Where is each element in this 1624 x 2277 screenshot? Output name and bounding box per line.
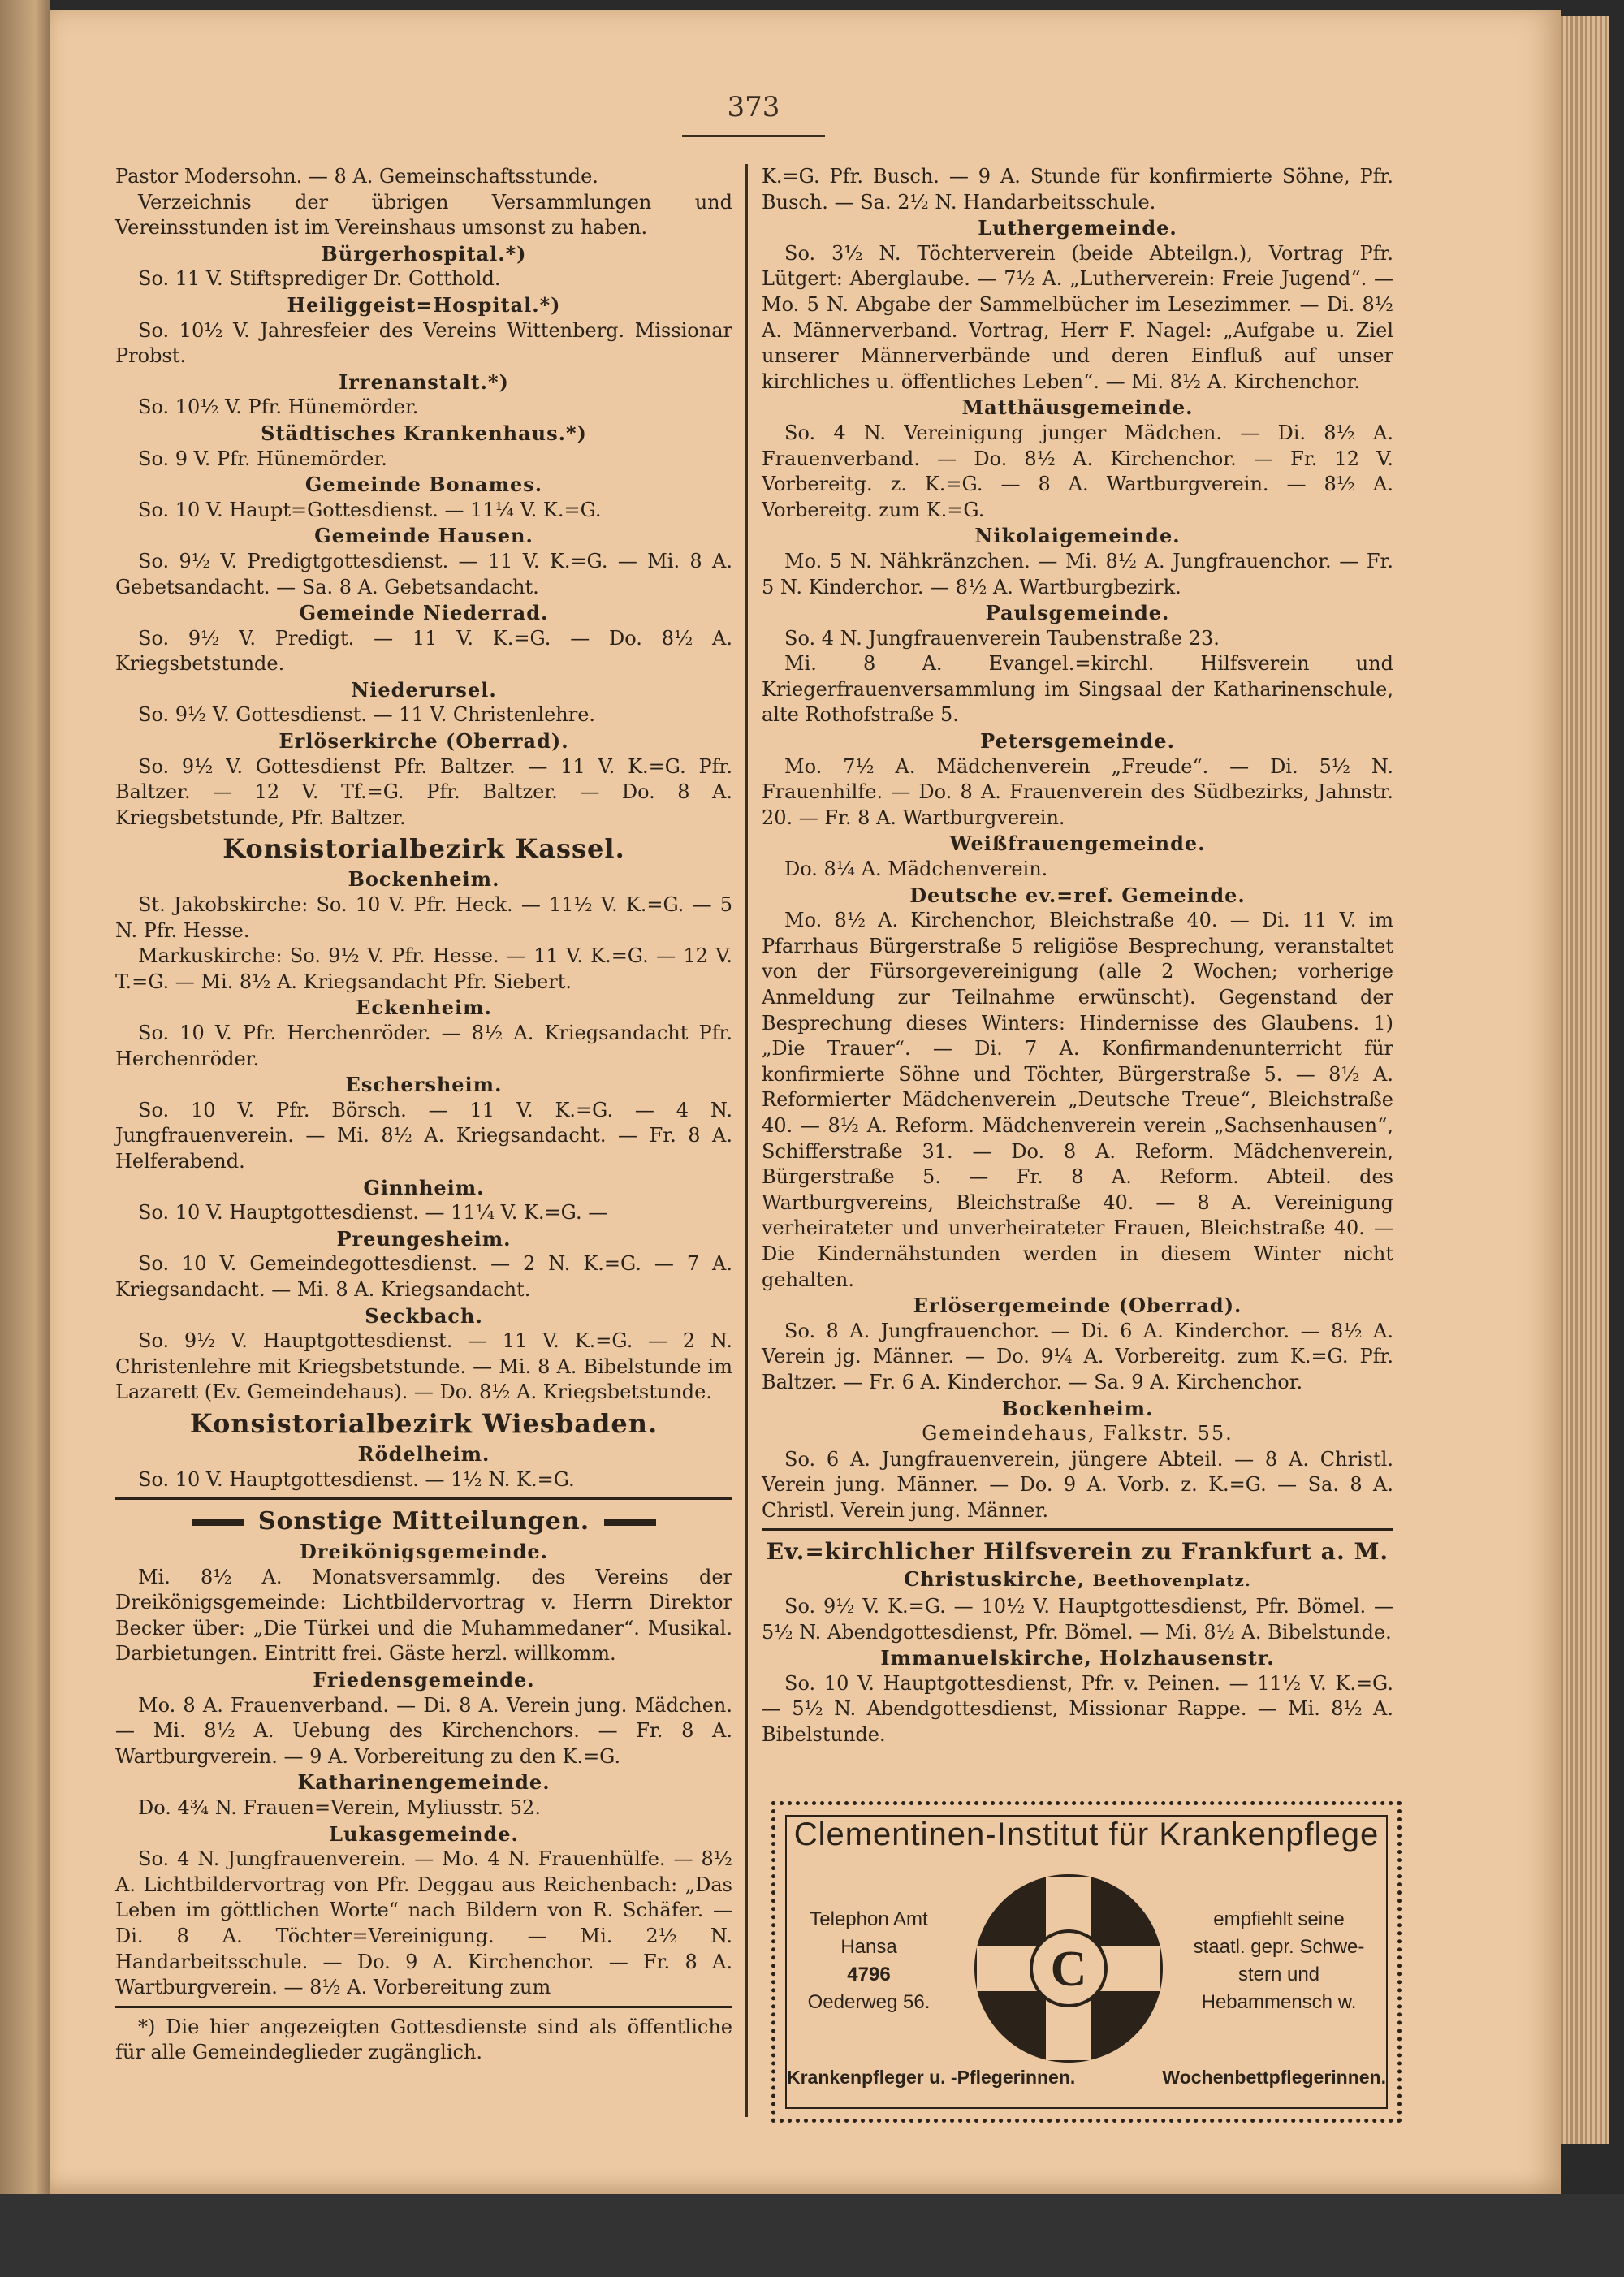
footnote: *) Die hier angezeigten Gottesdienste sind als öffentliche für alle Gemeindeglieder zugänglich. — [115, 2015, 732, 2064]
section-heading: Immanuelskirche, Holzhausenstr. — [880, 1646, 1275, 1670]
paragraph: So. 9½ V. Predigt. — 11 V. K.=G. — Do. 8½ A. Kriegsbetstunde. — [115, 626, 732, 676]
heading-bar — [604, 1519, 656, 1526]
paragraph: So. 6 A. Jungfrauenverein, jüngere Abteil. — 8 A. Christl. Verein jung. Männer. — Do. 9 A. Vorb. z. K.=G. — Sa. 8 A. Christl. Verein jung. Männer. — [762, 1447, 1393, 1522]
section-heading: Petersgemeinde. — [980, 729, 1175, 754]
paragraph: So. 10 V. Haupt=Gottesdienst. — 11¼ V. K.=G. — [138, 498, 602, 521]
section-heading: Seckbach. — [365, 1303, 483, 1328]
section-heading: Bockenheim. — [348, 867, 500, 892]
scan-background — [0, 2194, 1624, 2277]
paragraph: So. 8 A. Jungfrauenchor. — Di. 6 A. Kinderchor. — 8½ A. Verein jg. Männer. — Do. 9¼ A. Vorbereitg. zum K.=G. Pfr. Baltzer. — Fr. 6 A. Kinderchor. — Sa. 9 A. Kirchenchor. — [762, 1319, 1393, 1393]
page-number: 373 — [727, 91, 780, 123]
section-heading: Luthergemeinde. — [978, 216, 1177, 240]
paragraph: So. 9½ V. Gottesdienst Pfr. Baltzer. — 11 V. K.=G. Pfr. Baltzer. — 12 V. Tf.=G. Pfr. Baltzer. — Do. 8 A. Kriegsbetstunde, Pfr. Baltzer. — [115, 754, 732, 829]
announcements-heading — [115, 1506, 732, 1537]
right-column — [762, 164, 1393, 1748]
section-heading: Gemeinde Niederrad. — [299, 601, 549, 625]
paragraph: So. 9½ V. Hauptgottesdienst. — 11 V. K.=G. — 2 N. Christenlehre mit Kriegsbetstunde. — Mi. 8 A. Bibelstunde im Lazarett (Ev. Gemeindehaus). — Do. 8½ A. Kriegsbetstunde. — [115, 1329, 732, 1404]
offer-line: stern und — [1237, 1964, 1320, 1985]
announcements-heading-text: Sonstige Mitteilungen. — [257, 1507, 590, 1536]
logo-letter: C — [1050, 1942, 1087, 1997]
section-heading: Weißfrauengemeinde. — [949, 832, 1206, 856]
cross-logo-icon — [972, 1872, 1165, 2065]
section-heading — [762, 1566, 1393, 1594]
paragraph: So. 10 V. Hauptgottesdienst. — 1½ N. K.=G. — [138, 1467, 575, 1491]
section-heading: Bürgerhospital.*) — [321, 241, 527, 266]
section-heading: Ginnheim. — [363, 1175, 485, 1199]
paragraph: So. 10 V. Pfr. Herchenröder. — 8½ A. Kriegsandacht Pfr. Herchenröder. — [115, 1022, 732, 1070]
footnote-rule — [115, 2006, 732, 2008]
paragraph: So. 9 V. Pfr. Hünemörder. — [138, 447, 387, 470]
section-heading: Städtisches Krankenhaus.*) — [261, 421, 587, 445]
paragraph: So. 10½ V. Jahresfeier des Vereins Wittenberg. Missionar Probst. — [115, 318, 732, 368]
paragraph: Mo. 5 N. Nähkränzchen. — Mi. 8½ A. Jungfrauenchor. — Fr. 5 N. Kinderchor. — 8½ A. Wartburgbezirk. — [762, 549, 1393, 598]
paragraph: So. 9½ V. Predigtgottesdienst. — 11 V. K.=G. — Mi. 8 A. Gebetsandacht. — Sa. 8 A. Gebetsandacht. — [115, 549, 732, 598]
offer-line: Hebammensch w. — [1201, 1991, 1357, 2013]
paragraph: Mo. 8 A. Frauenverband. — Di. 8 A. Verein jung. Mädchen. — Mi. 8½ A. Uebung des Kirchenchors. — Fr. 8 A. Wartburgverein. — 9 A. Vorbereitung zu den K.=G. — [115, 1693, 732, 1768]
paragraph: St. Jakobskirche: So. 10 V. Pfr. Heck. — 11½ V. K.=G. — 5 N. Pfr. Hesse. — [115, 893, 732, 942]
paragraph: So. 4 N. Vereinigung junger Mädchen. — Di. 8½ A. Frauenverband. — Do. 8½ A. Kirchenchor. — Fr. 12 V. Vorbereitg. z. K.=G. — 8 A. Wartburgverein. — 8½ A. Vorbereitg. zum K.=G. — [762, 421, 1393, 521]
section-heading: Rödelheim. — [357, 1441, 490, 1466]
section-heading: Gemeinde Bonames. — [304, 473, 543, 497]
section-heading: Erlösergemeinde (Oberrad). — [913, 1294, 1242, 1318]
column-divider — [745, 164, 748, 2117]
paragraph: So. 4 N. Jungfrauenverein. — Mo. 4 N. Frauenhülfe. — 8½ A. Lichtbildervortrag von Pfr. Deggau aus Reichenbach: „Das Leben im göttlichen Worte“ nach Bildern von R. Schäfer. — Di. 8 A. Töchter=Vereinigung. — Mi. 2½ N. Handarbeitsschule. — Do. 9 A. Kirchenchor. — Fr. 8 A. Wartburgverein. — 8½ A. Vorbereitung zum — [115, 1847, 732, 1999]
section-heading: Eckenheim. — [356, 996, 492, 1020]
section-heading: Gemeinde Hausen. — [314, 524, 533, 548]
paragraph: K.=G. Pfr. Busch. — 9 A. Stunde für konfirmierte Söhne, Pfr. Busch. — Sa. 2½ N. Handarbeitsschule. — [762, 165, 1393, 214]
paragraph: So. 10 V. Gemeindegottesdienst. — 2 N. K.=G. — 7 A. Kriegsandacht. — Mi. 8 A. Kriegsandacht. — [115, 1252, 732, 1301]
advertisement-footer — [775, 2067, 1397, 2089]
section-heading: Lukasgemeinde. — [329, 1821, 519, 1846]
phone-number: 4796 — [847, 1964, 891, 1985]
paragraph: So. 10 V. Hauptgottesdienst, Pfr. v. Peinen. — 11½ V. K.=G. — 5½ N. Abendgottesdienst, Missionar Rappe. — Mi. 8½ A. Bibelstunde. — [762, 1671, 1393, 1747]
page-stack-edge — [1561, 16, 1609, 2144]
paragraph: Do. 4¾ N. Frauen=Verein, Myliusstr. 52. — [138, 1796, 541, 1820]
paragraph: Do. 8¼ A. Mädchenverein. — [784, 858, 1048, 881]
church-address: Beethovenplatz. — [1092, 1571, 1251, 1591]
previous-page-edge — [0, 0, 50, 2277]
footer-left: Krankenpfleger u. -Pflegerinnen. — [787, 2067, 1076, 2088]
section-heading: Heiliggeist=Hospital.*) — [287, 292, 561, 317]
paragraph: So. 3½ N. Töchterverein (beide Abteilgn.), Vortrag Pfr. Lütgert: Aberglaube. — 7½ A. „Lutherverein: Freie Jugend“. — Mo. 5 N. Abgabe der Sammelbücher im Lesezimmer. — Di. 8½ A. Männerverband. Vortrag, Herr F. Nagel: „Aufgabe u. Ziel unserer Männerverbände und deren Einfluß auf unser kirchliches u. öffentliches Leben“. — Mi. 8½ A. Kirchenchor. — [762, 241, 1393, 393]
section-heading: Preungesheim. — [336, 1226, 512, 1251]
section-heading: Erlöserkirche (Oberrad). — [279, 729, 569, 754]
advertisement-offer — [1181, 1906, 1376, 2016]
section-heading: Friedensgemeinde. — [313, 1668, 535, 1692]
paragraph: Mo. 7½ A. Mädchenverein „Freude“. — Di. 5½ N. Frauenhilfe. — Do. 8 A. Frauenverein des Südbezirks, Jahnstr. 20. — Fr. 8 A. Wartburgverein. — [762, 754, 1393, 829]
paragraph: Mi. 8½ A. Monatsversammlg. des Vereins der Dreikönigsgemeinde: Lichtbildervortrag v. Herrn Direktor Becker über: „Die Türkei und die Muhammedaner“. Musikal. Darbietungen. Eintritt frei. Gäste herzl. willkomm. — [115, 1565, 732, 1666]
section-heading: Irrenanstalt.*) — [339, 369, 509, 394]
paragraph: So. 9½ V. K.=G. — 10½ V. Hauptgottesdienst, Pfr. Bömel. — 5½ N. Abendgottesdienst, Pfr. Bömel. — Mi. 8½ A. Bibelstunde. — [762, 1595, 1393, 1644]
district-heading: Konsistorialbezirk Wiesbaden. — [189, 1407, 659, 1439]
section-heading: Nikolaigemeinde. — [974, 524, 1181, 548]
left-column — [115, 164, 732, 2066]
section-heading: Paulsgemeinde. — [985, 601, 1170, 625]
address-line: Oederweg 56. — [807, 1991, 931, 2013]
heading-bar — [192, 1519, 244, 1526]
paragraph: So. 10½ V. Pfr. Hünemörder. — [138, 395, 419, 419]
contact-line: Telephon Amt — [810, 1908, 928, 1930]
paragraph: So. 10 V. Hauptgottesdienst. — 11¼ V. K.=G. — — [138, 1201, 608, 1225]
paragraph: Markuskirche: So. 9½ V. Pfr. Hesse. — 11 V. K.=G. — 12 V. T.=G. — Mi. 8½ A. Kriegsandacht Pfr. Siebert. — [115, 944, 732, 993]
paragraph: So. 4 N. Jungfrauenverein Taubenstraße 23. — [784, 626, 1220, 650]
paragraph: So. 10 V. Pfr. Börsch. — 11 V. K.=G. — 4 N. Jungfrauenverein. — Mi. 8½ A. Kriegsandacht. — Fr. 8 A. Helferabend. — [115, 1098, 732, 1173]
section-heading: Deutsche ev.=ref. Gemeinde. — [909, 883, 1246, 907]
section-heading: Eschersheim. — [345, 1073, 503, 1097]
section-heading: Ev.=kirchlicher Hilfsverein zu Frankfurt a. M. — [766, 1538, 1389, 1566]
paragraph: So. 11 V. Stiftsprediger Dr. Gotthold. — [138, 267, 501, 291]
section-heading: Niederursel. — [351, 677, 497, 702]
section-rule — [762, 1528, 1393, 1531]
contact-line: Hansa — [840, 1936, 897, 1958]
advertisement-contact — [792, 1906, 946, 2016]
paragraph: Mi. 8 A. Evangel.=kirchl. Hilfsverein und Kriegerfrauenversammlung im Singsaal der Katharinenschule, alte Rothofstraße 5. — [762, 652, 1393, 727]
paragraph: Pastor Modersohn. — 8 A. Gemeinschaftsstunde. — [115, 165, 598, 188]
section-heading: Bockenheim. — [1001, 1396, 1154, 1420]
section-heading: Dreikönigsgemeinde. — [299, 1540, 549, 1564]
section-heading: Matthäusgemeinde. — [961, 395, 1194, 420]
district-heading: Konsistorialbezirk Kassel. — [222, 833, 625, 865]
church-name: Christuskirche, — [904, 1567, 1086, 1592]
offer-line: empfiehlt seine — [1213, 1908, 1345, 1930]
advertisement-title: Clementinen-Institut für Krankenpflege — [793, 1817, 1380, 1852]
paragraph: Verzeichnis der übrigen Versammlungen und Vereinsstunden ist im Vereinshaus umsonst zu haben. — [115, 190, 732, 240]
paragraph: So. 9½ V. Gottesdienst. — 11 V. Christenlehre. — [138, 703, 596, 727]
subheading: Gemeindehaus, Falkstr. 55. — [922, 1422, 1233, 1445]
page-number-rule — [682, 135, 825, 137]
footer-right: Wochenbettpflegerinnen. — [1162, 2067, 1386, 2088]
section-rule — [115, 1497, 732, 1500]
offer-line: staatl. gepr. Schwe- — [1193, 1936, 1365, 1958]
paragraph: Mo. 8½ A. Kirchenchor, Bleichstraße 40. — Di. 11 V. im Pfarrhaus Bürgerstraße 5 religiöse Besprechung, veranstaltet von der Fürsorgevereinigung (alle 2 Wochen; vorherige Anmeldung zur Teilnahme erwünscht). Gegenstand der Besprechung dieses Winters: Hindernisse des Glaubens. 1) „Die Trauer“. — Di. 7 A. Konfirmandenunterricht für konfirmierte Söhne und Töchter, Bürgerstraße 5. — 8½ A. Reformierter Mädchenverein „Deutsche Treue“, Bleichstraße 40. — 8½ A. Reform. Mädchenverein verein „Sachsenhausen“, Schifferstraße 31. — Do. 8 A. Reform. Mädchenverein, Bürgerstraße 5. — Fr. 8 A. Reform. Abteil. des Wartburgvereins, Bleichstraße 40. — 8 A. Vereinigung verheirateter und unverheirateter Frauen, Bleichstraße 40. — Die Kindernähstunden werden in diesem Winter nicht gehalten. — [762, 909, 1393, 1291]
advertisement-box — [771, 1801, 1402, 2123]
section-heading: Katharinengemeinde. — [297, 1770, 551, 1795]
